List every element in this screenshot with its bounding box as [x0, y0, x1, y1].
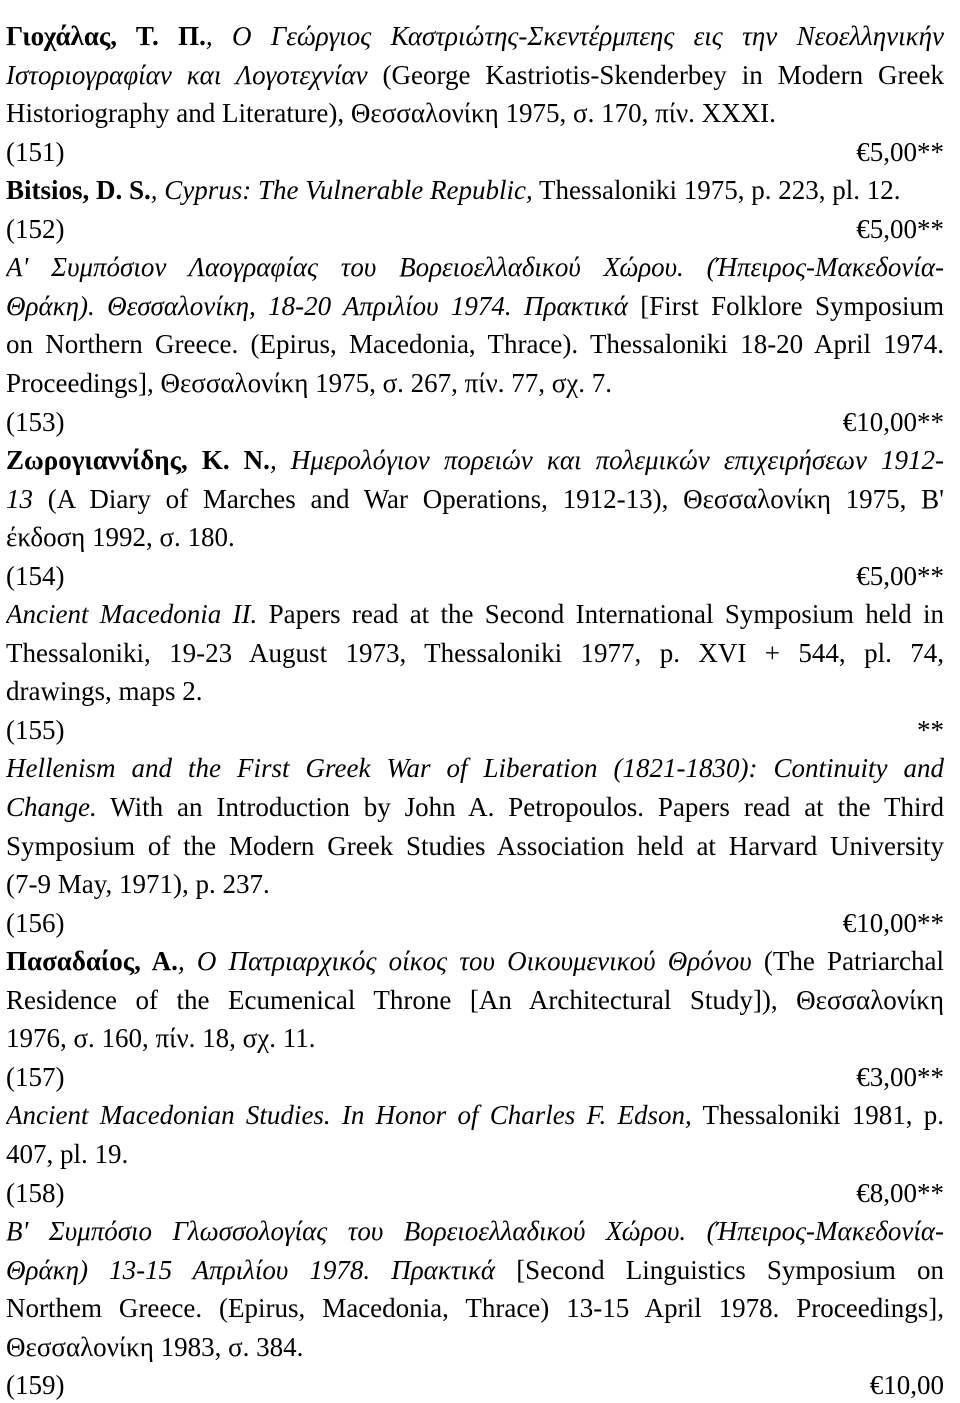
entry-text-line — [6, 442, 944, 478]
entry-text-line — [6, 789, 944, 825]
entry-text-line — [6, 635, 944, 671]
italic-title-text: , Ο Πατριαρχικός οίκος του Οικουμενικού Θρόνου — [177, 946, 752, 977]
author-name: Γιοχάλας, Τ. Π. — [6, 21, 206, 51]
italic-title-text: Hellenism and the First Greek War of Liberation (1821-1830): Continuity and — [6, 753, 944, 784]
entry-price: €10,00** — [842, 907, 944, 938]
entry-text-line — [6, 288, 944, 324]
entry-text-line — [6, 326, 944, 362]
entry-number: (154) — [6, 560, 65, 591]
entry-price: €5,00** — [856, 213, 944, 244]
entry-text-line — [6, 943, 944, 979]
italic-title-text: , Ο Γεώργιος Καστριώτης-Σκεντέρμπεης εις την Νεοελληνικήν — [205, 21, 944, 51]
italic-title-text: , Cyprus: The Vulnerable Republic, — [150, 175, 533, 206]
italic-title-text: 13 — [6, 483, 33, 514]
entry-text-line — [6, 828, 944, 864]
citation-text: Residence of the Ecumenical Throne [An Architectural Study]), Θεσσαλονίκη — [6, 984, 944, 1015]
entry-text-line — [6, 481, 944, 517]
entry-text-line — [6, 750, 944, 786]
entry-price: €3,00** — [856, 1061, 944, 1092]
citation-text: Thessaloniki 1975, p. 223, pl. 12. — [532, 175, 901, 206]
citation-text: Θεσσαλονίκη 1983, σ. 384. — [6, 1331, 304, 1362]
citation-text: Thessaloniki 1981, p. — [691, 1100, 944, 1131]
citation-text: 407, pl. 19. — [6, 1138, 129, 1169]
italic-title-text: Ancient Macedonian Studies. In Honor of Charles F. Edson, — [6, 1100, 692, 1131]
entry-price: €5,00** — [856, 136, 944, 167]
entry-text-line — [6, 1097, 944, 1133]
citation-text: (George Kastriotis-Skenderbey in Modern Greek — [367, 59, 944, 90]
entry-number-price-row — [6, 712, 944, 748]
entry-number-price-row — [6, 558, 944, 594]
entry-number-price-row — [6, 905, 944, 941]
entry-number-price-row — [6, 134, 944, 170]
entry-number: (152) — [6, 213, 65, 244]
citation-text: Proceedings], Θεσσαλονίκη 1975, σ. 267, πίν. 77, σχ. 7. — [6, 367, 613, 398]
citation-text: [First Folklore Symposium — [627, 290, 944, 321]
citation-text: Papers read at the Second International Symposium held in — [257, 599, 944, 630]
author-name: Bitsios, D. S. — [6, 175, 151, 206]
citation-text: έκδοση 1992, σ. 180. — [6, 522, 235, 553]
citation-text: Thessaloniki, 19-23 August 1973, Thessaloniki 1977, p. XVI + 544, pl. 74, — [6, 637, 944, 668]
citation-text: [Second Linguistics Symposium on — [495, 1254, 944, 1285]
citation-text: Symposium of the Modern Greek Studies Association held at Harvard University — [6, 830, 944, 861]
italic-title-text: , Ημερολόγιον πορειών και πολεμικών επιχειρήσεων 1912- — [269, 445, 944, 476]
entry-number: (151) — [6, 136, 65, 167]
entry-text-line — [6, 1020, 944, 1056]
entry-price: €10,00 — [869, 1370, 944, 1401]
entry-text-line — [6, 1252, 944, 1288]
entry-text-line — [6, 57, 944, 93]
entry-number: (156) — [6, 907, 65, 938]
citation-text: Historiography and Literature), Θεσσαλονίκη 1975, σ. 170, πίν. XXXI. — [6, 98, 776, 129]
citation-text: (A Diary of Marches and War Operations, 1912-13), Θεσσαλονίκη 1975, Β' — [33, 483, 944, 514]
entry-text-line — [6, 95, 944, 131]
entry-number-price-row — [6, 1059, 944, 1095]
entry-number-price-row — [6, 1175, 944, 1211]
entry-text-line — [6, 249, 944, 285]
author-name: Ζωρογιαννίδης, Κ. Ν. — [6, 445, 270, 476]
entry-number-price-row — [6, 404, 944, 440]
citation-text: on Northern Greece. (Epirus, Macedonia, Thrace). Thessaloniki 18-20 April 1974. — [6, 329, 944, 360]
entry-text-line — [6, 866, 944, 902]
citation-text: With an Introduction by John A. Petropoulos. Papers read at the Third — [96, 792, 944, 822]
italic-title-text: Change. — [6, 792, 97, 822]
entry-price: ** — [917, 714, 944, 745]
entry-number: (153) — [6, 406, 65, 437]
entry-text-line — [6, 365, 944, 401]
italic-title-text: Α' Συμπόσιον Λαογραφίας του Βορειοελλαδικού Χώρου. (Ήπειρος-Μακεδονία- — [6, 252, 944, 283]
citation-text: (7-9 May, 1971), p. 237. — [6, 869, 270, 900]
italic-title-text: Θράκη) 13-15 Απριλίου 1978. Πρακτικά — [6, 1254, 496, 1285]
author-name: Πασαδαίος, Α. — [6, 946, 178, 977]
entry-text-line — [6, 1290, 944, 1326]
citation-text: drawings, maps 2. — [6, 676, 203, 707]
entry-number-price-row — [6, 1367, 944, 1403]
entry-text-line — [6, 519, 944, 555]
entry-price: €5,00** — [856, 560, 944, 591]
entry-text-line — [6, 1329, 944, 1365]
citation-text: 1976, σ. 160, πίν. 18, σχ. 11. — [6, 1023, 316, 1054]
citation-text: Northem Greece. (Epirus, Macedonia, Thrace) 13-15 April 1978. Proceedings], — [6, 1293, 944, 1324]
entry-number: (155) — [6, 714, 65, 745]
entry-text-line — [6, 1136, 944, 1172]
entry-number: (157) — [6, 1061, 65, 1092]
entry-number: (158) — [6, 1177, 65, 1208]
entry-number: (159) — [6, 1370, 65, 1401]
entry-price: €8,00** — [856, 1177, 944, 1208]
citation-text: (The Patriarchal — [751, 946, 944, 977]
entry-text-line — [6, 1213, 944, 1249]
italic-title-text: Ιστοριογραφίαν και Λογοτεχνίαν — [6, 59, 368, 90]
entry-number-price-row — [6, 211, 944, 247]
entry-text-line — [6, 18, 944, 54]
entry-text-line — [6, 596, 944, 632]
entry-text-line — [6, 982, 944, 1018]
italic-title-text: Β' Συμπόσιο Γλωσσολογίας του Βορειοελλαδικού Χώρου. (Ήπειρος-Μακεδονία- — [6, 1216, 944, 1247]
entry-text-line — [6, 172, 944, 208]
entry-price: €10,00** — [842, 406, 944, 437]
entry-text-line — [6, 673, 944, 709]
italic-title-text: Θράκη). Θεσσαλονίκη, 18-20 Απριλίου 1974. Πρακτικά — [6, 290, 628, 321]
italic-title-text: Ancient Macedonia II. — [6, 599, 258, 630]
